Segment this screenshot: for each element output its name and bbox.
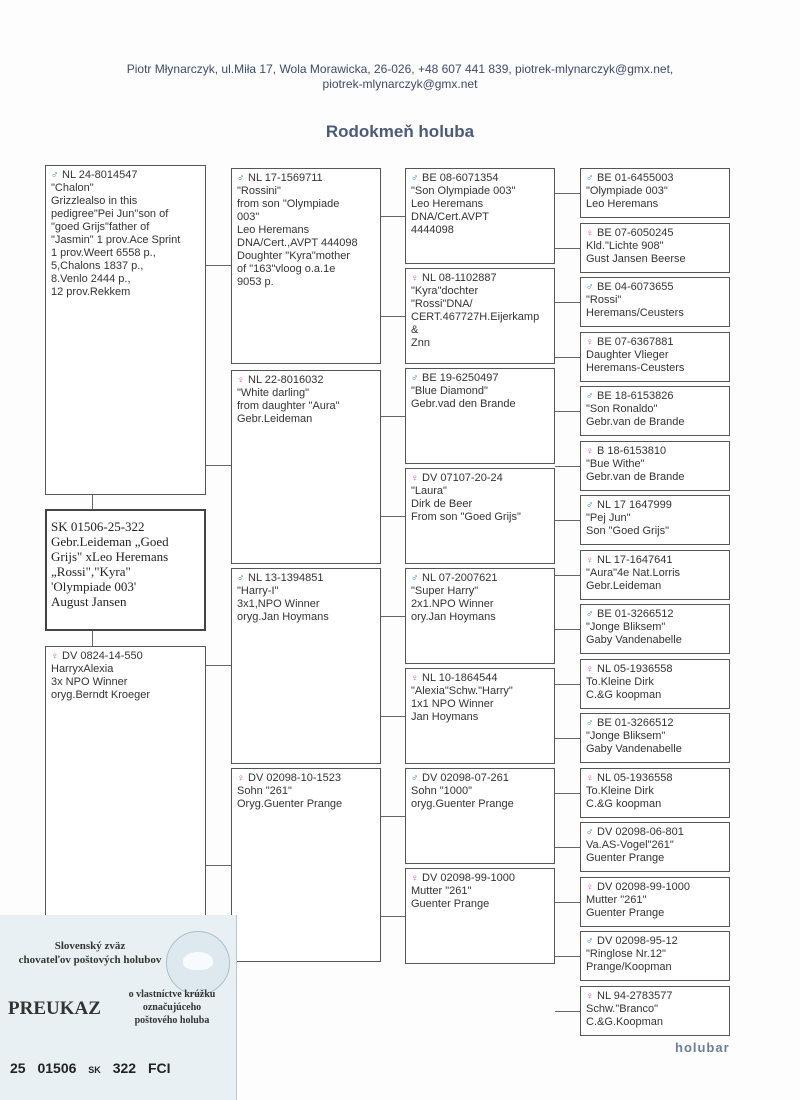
pigeon-header [411, 472, 549, 485]
pedigree-connector [92, 631, 93, 646]
pedigree-connector [555, 629, 580, 630]
pigeon-details: "Kyra"dochter "Rossi"DNA/ CERT.467727H.Eijerkamp & Znn [411, 285, 540, 349]
ring-number: BE 07-6367881 [597, 335, 674, 348]
card-document-title: PREUKAZ [8, 998, 101, 1019]
card-country: SK [88, 1065, 101, 1075]
pigeon-details: "Bue Withe" Gebr.van de Brande [586, 457, 685, 483]
pigeon-details: "Jonge Bliksem" Gaby Vandenabelle [586, 730, 682, 755]
pigeon-header [586, 935, 724, 948]
great-great-grandparent-box [580, 986, 730, 1036]
male-symbol-icon: ♂ [586, 718, 594, 729]
great-great-grandparent-box [580, 168, 730, 218]
pigeon-details: Mutter "261" Guenter Prange [411, 885, 490, 910]
parent-box [45, 646, 206, 916]
great-great-grandparent-box [580, 277, 730, 327]
pedigree-connector [381, 616, 405, 617]
contact-line-1: Piotr Młynarczyk, ul.Miła 17, Wola Morawicka, 26-026, +48 607 441 839, piotrek-mlynarczyk@gmx.net, [126, 62, 674, 76]
pedigree-connector [381, 316, 405, 317]
pigeon-details: "Jonge Bliksem" Gaby Vandenabelle [586, 621, 682, 646]
ring-number: BE 07-6050245 [597, 226, 674, 239]
ring-number: DV 02098-10-1523 [248, 772, 341, 784]
ring-number: DV 02098-06-801 [597, 826, 684, 838]
male-symbol-icon: ♂ [586, 609, 594, 620]
pedigree-connector [381, 816, 405, 817]
female-symbol-icon: ♀ [586, 445, 594, 457]
pedigree-connector [92, 495, 93, 509]
pedigree-connector [555, 793, 580, 794]
pigeon-header [586, 990, 724, 1003]
pedigree-connector [555, 738, 580, 739]
pedigree-connector [555, 520, 580, 521]
grandparent-box [231, 370, 381, 564]
pigeon-header [411, 372, 549, 385]
pedigree-connector [555, 357, 580, 358]
ring-number: NL 08-1102887 [422, 272, 497, 284]
pigeon-header [586, 445, 724, 458]
pigeon-details: "White darling" from daughter "Aura" Gebr.Leideman [237, 387, 340, 425]
pedigree-connector [381, 416, 405, 417]
great-grandparent-box [405, 868, 555, 964]
ring-number: NL 10-1864544 [422, 672, 498, 684]
pedigree-connector [555, 248, 580, 249]
great-great-grandparent-box [580, 877, 730, 927]
dove-logo-icon [166, 931, 230, 995]
subject-line: 'Olympiade 003' [51, 579, 137, 594]
pedigree-connector [206, 465, 231, 466]
ring-number: BE 19-6250497 [422, 372, 499, 384]
male-symbol-icon: ♂ [51, 170, 59, 181]
subject-line: „Rossi","Kyra" [51, 564, 131, 579]
male-symbol-icon: ♂ [411, 173, 419, 184]
subject-line: SK 01506-25-322 [51, 519, 145, 534]
card-organization-text: Slovenský zväz chovateľov poštových holubov [18, 940, 162, 966]
pigeon-details: "Son Ronaldo" Gebr.van de Brande [586, 403, 685, 428]
male-symbol-icon: ♂ [586, 173, 594, 184]
ring-number: NL 94-2783577 [597, 989, 673, 1002]
pigeon-details: Sohn "261" Oryg.Guenter Prange [237, 785, 343, 810]
grandparent-box [231, 168, 381, 364]
female-symbol-icon: ♀ [586, 663, 594, 675]
pigeon-header [586, 390, 724, 403]
pigeon-header [411, 572, 549, 585]
pigeon-details: Sohn "1000" oryg.Guenter Prange [411, 785, 514, 810]
pigeon-details: HarryxAlexia 3x NPO Winner oryg.Berndt Kroeger [51, 663, 151, 701]
great-great-grandparent-box [580, 550, 730, 600]
pedigree-connector [555, 684, 580, 685]
pigeon-details: To.Kleine Dirk C.&G koopman [586, 675, 662, 701]
ring-number: BE 01-6455003 [597, 172, 674, 184]
pigeon-header [411, 872, 549, 885]
pedigree-connector [555, 902, 580, 903]
great-grandparent-box [405, 368, 555, 464]
pigeon-header [586, 608, 724, 621]
ring-number: DV 02098-95-12 [597, 935, 678, 947]
male-symbol-icon: ♂ [586, 936, 594, 947]
great-great-grandparent-box [580, 223, 730, 273]
page-title: Rodokmeň holuba [325, 122, 475, 141]
ring-number: BE 18-6153826 [597, 390, 674, 402]
pedigree-connector [206, 265, 231, 266]
breeder-contact [40, 62, 760, 92]
pigeon-header [586, 172, 724, 185]
ring-number: NL 05-1936558 [597, 771, 673, 784]
subject-line: Grijs" xLeo Heremans [51, 549, 169, 564]
pigeon-header [586, 663, 724, 676]
male-symbol-icon: ♂ [411, 773, 419, 784]
pigeon-details: Va.AS-Vogel"261" Guenter Prange [586, 839, 674, 864]
pigeon-details: Mutter "261" Guenter Prange [586, 893, 665, 919]
ring-number: NL 17 1647999 [597, 499, 672, 511]
male-symbol-icon: ♂ [586, 282, 594, 293]
female-symbol-icon: ♀ [411, 473, 419, 484]
female-symbol-icon: ♀ [237, 375, 245, 386]
pigeon-header [411, 772, 549, 785]
male-symbol-icon: ♂ [586, 391, 594, 402]
great-great-grandparent-box [580, 386, 730, 436]
ring-number: NL 07-2007621 [422, 572, 498, 584]
pigeon-header [51, 169, 200, 182]
female-symbol-icon: ♀ [586, 990, 594, 1002]
pigeon-details: "Olympiade 003" Leo Heremans [586, 185, 668, 210]
ring-number: B 18-6153810 [597, 444, 667, 457]
pedigree-connector [381, 216, 405, 217]
pedigree-connector [381, 516, 405, 517]
pigeon-header [586, 717, 724, 730]
great-grandparent-box [405, 468, 555, 564]
ring-number: DV 02098-99-1000 [422, 872, 515, 884]
pigeon-header [411, 672, 549, 685]
female-symbol-icon: ♀ [586, 772, 594, 784]
pedigree-connector [381, 716, 405, 717]
pigeon-details: "Blue Diamond" Gebr.vad den Brande [411, 385, 516, 410]
grandparent-box [231, 568, 381, 764]
female-symbol-icon: ♀ [586, 336, 594, 348]
pigeon-header [237, 572, 375, 585]
great-great-grandparent-box [580, 768, 730, 818]
grandparent-box [231, 768, 381, 962]
pigeon-header [237, 374, 375, 387]
great-great-grandparent-box [580, 332, 730, 382]
pigeon-header [586, 772, 724, 785]
ring-number: NL 22-8016032 [248, 374, 324, 386]
female-symbol-icon: ♀ [411, 873, 419, 884]
site-watermark: holubar [675, 1040, 730, 1055]
pigeon-header [586, 281, 724, 294]
card-fci: FCI [147, 1060, 171, 1076]
pedigree-connector [555, 1011, 580, 1012]
pedigree-connector [206, 665, 231, 666]
pigeon-header [237, 172, 375, 185]
ring-number: DV 07107-20-24 [422, 472, 503, 484]
pigeon-header [411, 172, 549, 185]
pigeon-details: "Alexia"Schw."Harry" 1x1 NPO Winner Jan Hoymans [411, 685, 513, 723]
great-grandparent-box [405, 768, 555, 864]
pigeon-header [411, 272, 549, 285]
male-symbol-icon: ♂ [411, 373, 419, 384]
great-great-grandparent-box [580, 441, 730, 491]
female-symbol-icon: ♀ [586, 554, 594, 566]
ring-number: NL 17-1647641 [597, 553, 673, 566]
pigeon-header [586, 227, 724, 240]
pedigree-connector [555, 847, 580, 848]
female-symbol-icon: ♀ [586, 227, 594, 239]
pigeon-header [586, 499, 724, 512]
ring-number: DV 02098-07-261 [422, 772, 509, 784]
card-year: 25 [10, 1060, 26, 1076]
pigeon-details: "Laura" Dirk de Beer From son "Goed Grijs" [411, 485, 521, 523]
card-organization [10, 939, 170, 967]
pigeon-details: Kld."Lichte 908" Gust Jansen Beerse [586, 239, 686, 265]
great-great-grandparent-box [580, 822, 730, 872]
great-grandparent-box [405, 668, 555, 764]
pigeon-header [586, 826, 724, 839]
pedigree-connector [555, 466, 580, 467]
card-ring-number [10, 1060, 179, 1076]
great-great-grandparent-box [580, 713, 730, 763]
ring-number: DV 02098-99-1000 [597, 880, 690, 893]
male-symbol-icon: ♂ [586, 827, 594, 838]
great-great-grandparent-box [580, 495, 730, 545]
ring-number: NL 13-1394851 [248, 572, 324, 584]
pigeon-details: "Aura"4e Nat.Lorris Gebr.Leideman [586, 566, 681, 592]
pedigree-connector [555, 302, 580, 303]
female-symbol-icon: ♀ [411, 273, 419, 284]
contact-line-2: piotrek-mlynarczyk@gmx.net [322, 77, 478, 91]
pigeon-details: "Rossi" Heremans/Ceusters [586, 294, 684, 319]
subject-pigeon-box [45, 509, 206, 631]
great-grandparent-box [405, 268, 555, 364]
pigeon-details: "Ringlose Nr.12" Prange/Koopman [586, 948, 672, 973]
ring-number: BE 04-6073655 [597, 281, 674, 293]
pigeon-details: Schw."Branco" C.&G.Koopman [586, 1002, 664, 1028]
pigeon-details: "Super Harry" 2x1.NPO Winner ory.Jan Hoymans [411, 585, 496, 623]
ring-number: BE 01-3266512 [597, 608, 674, 620]
ownership-card [0, 915, 237, 1100]
pedigree-connector [555, 193, 580, 194]
great-great-grandparent-box [580, 604, 730, 654]
pigeon-header [586, 336, 724, 349]
pedigree-connector [381, 916, 405, 917]
great-great-grandparent-box [580, 931, 730, 981]
pigeon-details: "Pej Jun" Son "Goed Grijs" [586, 512, 670, 537]
subject-line: August Jansen [51, 594, 127, 609]
male-symbol-icon: ♂ [237, 573, 245, 584]
pigeon-details: "Chalon" Grizzlealso in this pedigree"Pei Jun"son of "goed Grijs"father of "Jasmin" 1 prov.Ace Sprint 1 prov.Weert 6558 p., 5,Chalons 1837 p., 8.Venlo 2444 p., 12 prov.Rekkem [51, 182, 181, 298]
female-symbol-icon: ♀ [237, 773, 245, 784]
male-symbol-icon: ♂ [586, 500, 594, 511]
card-number: 01506 [37, 1060, 77, 1076]
pigeon-header [586, 554, 724, 567]
card-description [112, 988, 232, 1027]
great-grandparent-box [405, 168, 555, 264]
ring-number: DV 0824-14-550 [62, 650, 143, 662]
ring-number: NL 17-1569711 [248, 172, 323, 184]
pigeon-details: "Son Olympiade 003" Leo Heremans DNA/Cert.AVPT 4444098 [411, 185, 516, 236]
pigeon-header [51, 650, 200, 663]
pigeon-header [586, 881, 724, 894]
card-id: 322 [112, 1060, 137, 1076]
great-grandparent-box [405, 568, 555, 664]
pigeon-details: Daughter Vlieger Heremans-Ceusters [586, 348, 685, 374]
pedigree-connector [555, 575, 580, 576]
ring-number: BE 01-3266512 [597, 717, 674, 729]
ring-number: NL 05-1936558 [597, 662, 673, 675]
card-description-text: o vlastníctve krúžku označujúceho poštového holuba [128, 989, 216, 1026]
male-symbol-icon: ♂ [237, 173, 245, 184]
male-symbol-icon: ♂ [411, 573, 419, 584]
ring-number: NL 24-8014547 [62, 169, 138, 181]
pigeon-details: "Rossini" from son "Olympiade 003" Leo Heremans DNA/Cert.,AVPT 444098 Doughter "Kyra"mother of "163"vloog o.a.1e 9053 p. [237, 185, 358, 288]
female-symbol-icon: ♀ [411, 673, 419, 684]
pedigree-connector [555, 411, 580, 412]
female-symbol-icon: ♀ [586, 881, 594, 893]
ring-number: BE 08-6071354 [422, 172, 499, 184]
subject-line: Gebr.Leideman „Goed [51, 534, 169, 549]
pedigree-connector [555, 956, 580, 957]
pigeon-details: "Harry-I" 3x1,NPO Winner oryg.Jan Hoymans [237, 585, 329, 623]
female-symbol-icon: ♀ [51, 651, 59, 662]
pedigree-connector [206, 865, 231, 866]
parent-box [45, 165, 206, 495]
great-great-grandparent-box [580, 659, 730, 709]
pigeon-header [237, 772, 375, 785]
pigeon-details: To.Kleine Dirk C.&G koopman [586, 784, 662, 810]
